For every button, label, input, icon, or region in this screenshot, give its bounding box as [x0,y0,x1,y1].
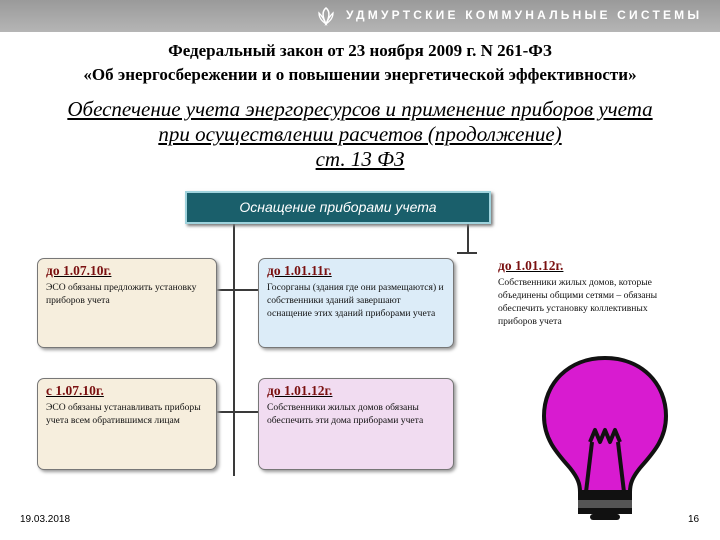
connector-to-box5 [234,411,258,413]
slide-heading-line2: при осуществлении расчетов (продолжение) [158,122,562,146]
node-box-4 [37,378,217,470]
node-box-1 [37,258,217,348]
slide-heading-article: ст. 13 ФЗ [315,147,405,171]
node-2-text: Госорганы (здания где они размещаются) и собственники зданий завершают оснащение этих зданий приборами учета [267,282,444,319]
footer-date: 19.03.2018 [20,514,71,525]
node-3-date: до 1.01.12г. [498,258,564,273]
connector-to-box1 [216,289,234,291]
company-logo-icon [316,6,336,26]
connector-to-box2 [234,289,258,291]
law-title: Федеральный закон от 23 ноября 2009 г. N 261-ФЗ [168,41,552,60]
node-2-date: до 1.01.11г. [267,263,332,278]
node-5-text: Собственники жилых домов обязаны обеспечить эти дома приборами учета [267,402,424,426]
slide-heading-line1: Обеспечение учета энергоресурсов и применение приборов учета [67,97,653,121]
node-1-text: ЭСО обязаны предложить установку приборов учета [46,282,197,306]
node-4-date: с 1.07.10г. [46,383,104,398]
node-box-2 [258,258,454,348]
lightbulb-icon [520,352,690,522]
connector-right-split [457,252,477,254]
node-3-text: Собственники жилых домов, которые объединены общими сетями – обязаны обеспечить установку коллективных приборов учета [498,277,658,327]
connector-right-drop [467,224,469,254]
connector-to-box4 [216,411,234,413]
root-node: Оснащение приборами учета [185,191,491,224]
node-5-date: до 1.01.12г. [267,383,333,398]
connector-left-trunk [233,224,235,476]
top-banner [0,0,720,32]
brand-name: УДМУРТСКИЕ КОММУНАЛЬНЫЕ СИСТЕМЫ [346,8,703,22]
node-box-5 [258,378,454,470]
node-box-3 [494,258,688,328]
node-1-date: до 1.07.10г. [46,263,112,278]
node-4-text: ЭСО обязаны устанавливать приборы учета всем обратившимся лицам [46,402,201,426]
page-number: 16 [688,514,700,525]
law-name: «Об энергосбережении и о повышении энергетической эффективности» [83,65,637,84]
